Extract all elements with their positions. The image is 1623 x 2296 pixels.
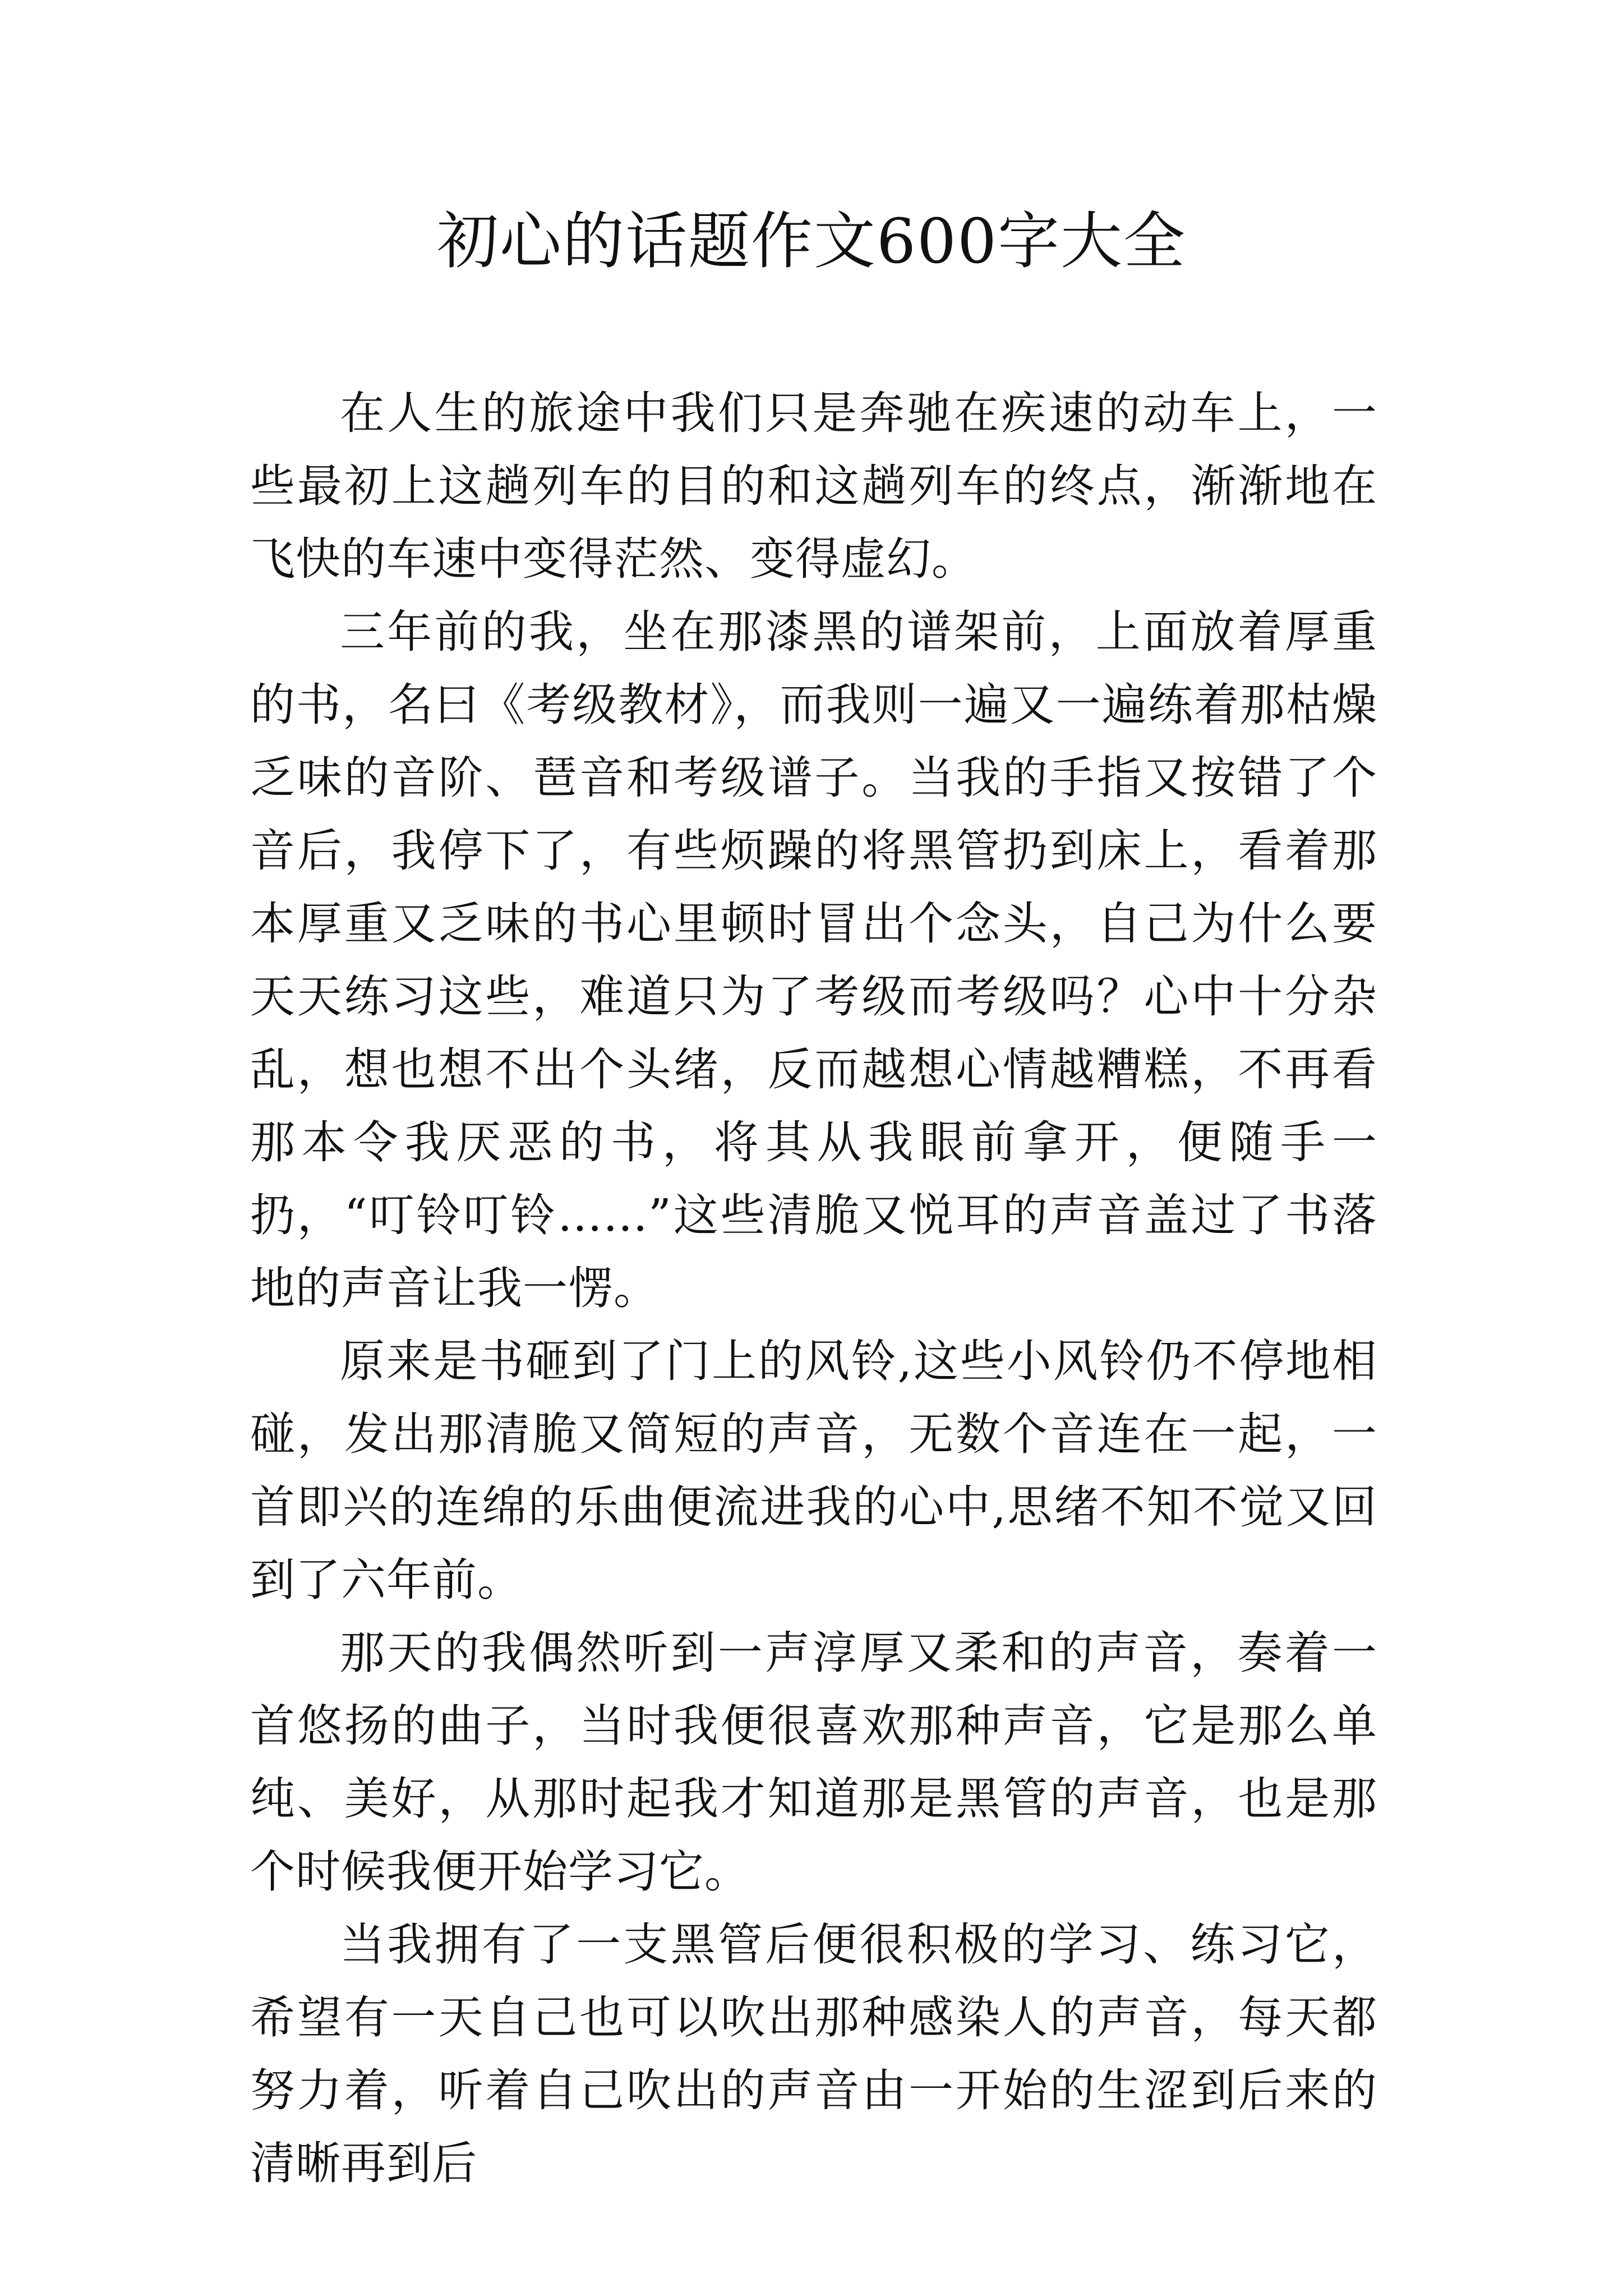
paragraph: 当我拥有了一支黑管后便很积极的学习、练习它，希望有一天自己也可以吹出那种感染人的声音，每天都努力着，听着自己吹出的声音由一开始的生涩到后来的清晰再到后	[250, 1918, 1377, 2189]
paragraph: 三年前的我，坐在那漆黑的谱架前，上面放着厚重的书，名曰《考级教材》，而我则一遍又一遍练着那枯燥乏味的音阶、琶音和考级谱子。当我的手指又按错了个音后，我停下了，有些烦躁的将黑管扔到床上，看着那本厚重又乏味的书心里顿时冒出个念头，自己为什么要天天练习这些，难道只为了考级而考级吗？心中十分杂乱，想也想不出个头绪，反而越想心情越糟糕，不再看那本令我厌恶的书，将其从我眼前拿开，便随手一扔，“叮铃叮铃……”这些清脆又悦耳的声音盖过了书落地的声音让我一愣。	[250, 606, 1377, 1314]
document-body	[250, 377, 1377, 2200]
paragraph: 那天的我偶然听到一声淳厚又柔和的声音，奏着一首悠扬的曲子，当时我便很喜欢那种声音，它是那么单纯、美好，从那时起我才知道那是黑管的声音，也是那个时候我便开始学习它。	[250, 1627, 1377, 1898]
paragraph: 在人生的旅途中我们只是奔驰在疾速的动车上，一些最初上这趟列车的目的和这趟列车的终点，渐渐地在飞快的车速中变得茫然、变得虚幻。	[250, 387, 1377, 585]
paragraph: 原来是书砸到了门上的风铃,这些小风铃仍不停地相碰，发出那清脆又简短的声音，无数个音连在一起，一首即兴的连绵的乐曲便流进我的心中,思绪不知不觉又回到了六年前。	[250, 1335, 1377, 1606]
document-title: 初心的话题作文600字大全	[437, 205, 1186, 277]
